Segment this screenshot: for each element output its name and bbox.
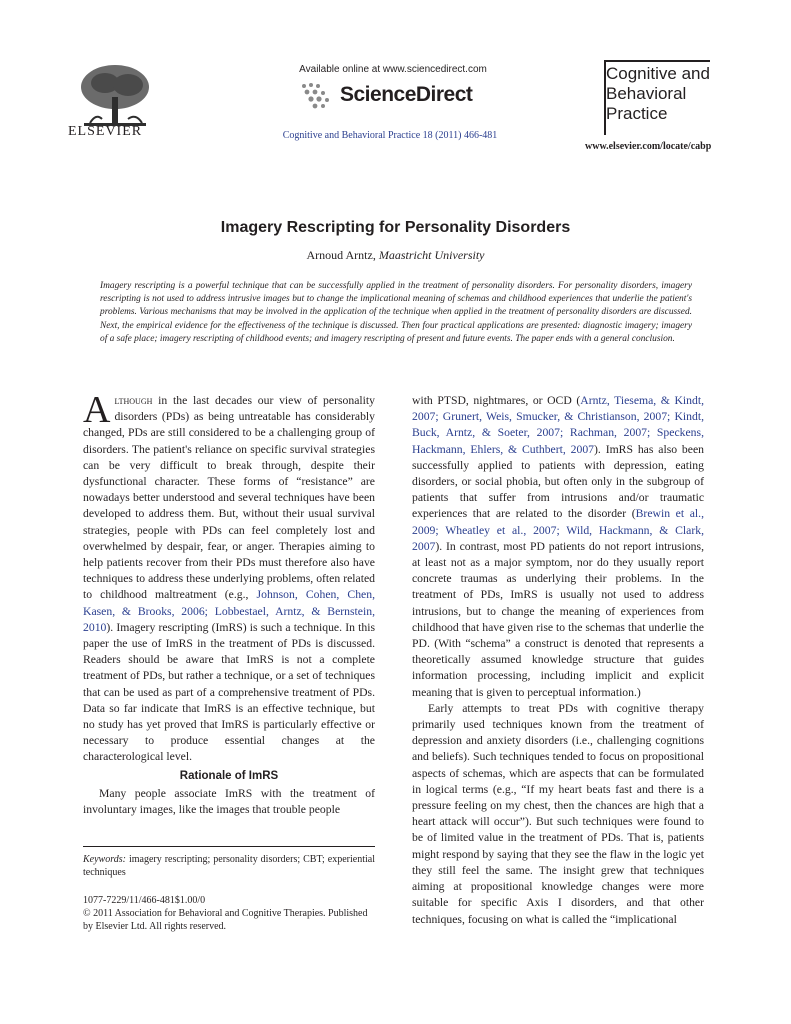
available-online-text: Available online at www.sciencedirect.com [299, 64, 487, 75]
author-affiliation: Maastricht University [378, 248, 485, 262]
issn-line: 1077-7229/11/466-481$1.00/0 [83, 895, 206, 906]
keywords-text: imagery rescripting; personality disorders; CBT; experiential techniques [83, 854, 375, 878]
paragraph-text: ). ImRS has also been successfully applied to patients with depression, eating disorders, or social phobia, but often only in the subgroup of patients that suffer from intrusions and/or traumatic experiences that are related to the disorder ( [412, 442, 704, 521]
article-title: Imagery Rescripting for Personality Disorders [220, 219, 571, 236]
paragraph: Early attempts to treat PDs with cognitive therapy primarily used techniques known from the treatment of depression and anxiety disorders (i.e., challenging cognitions and beliefs). Such techniques tended to focus on propositional aspects of schemas, which are aspects that can be formulated in logical terms (e.g., “If my heart beats fast and there is a pressure feeling on my chest, then the chances are high that a heart attack will occur”). But such techniques were found to be of limited value in the treatment of PDs. That is, patients might respond by saying that they see the flaw in the logic yet they still feel the same. The insight grew that techniques aiming at propositional knowledge changes were more suitable for specific Axis I disorders, and that other techniques, focusing on what is called the “implicational [412, 701, 704, 926]
drop-cap: A [83, 389, 111, 431]
author-line [0, 248, 791, 263]
copyright-text: © 2011 Association for Behavioral and Cognitive Therapies. Published by Elsevier Ltd. All rights reserved. [83, 908, 368, 932]
journal-title [606, 64, 710, 124]
reference-link[interactable]: Brewin et al., 2009; Wheatley et al., 2007; Wild, Hackmann, & Clark, 2007 [412, 507, 704, 553]
keywords-label: Keywords: [83, 854, 126, 865]
sciencedirect-dots-icon [298, 80, 338, 110]
footnote-rule [83, 846, 375, 847]
paragraph [412, 393, 704, 701]
journal-title-line: Practice [606, 104, 668, 123]
paragraph: Many people associate ImRS with the treatment of involuntary images, like the images that trouble people [83, 786, 375, 817]
paragraph-text: with PTSD, nightmares, or OCD ( [412, 394, 581, 407]
body-column-left [83, 389, 375, 818]
paragraph-text: ). Imagery rescripting (ImRS) is such a technique. In this paper the use of ImRS in the treatment of PDs is discussed. Readers should be aware that ImRS is not a complete treatment of PDs, but rather a technique, or a set of techniques that can be used as part of a comprehensive treatment of PDs. Data so far indicate that ImRS is an effective technique, but no study has yet proved that ImRS is particularly effective or necessary to produce essential changes at the characterological level. [83, 620, 375, 764]
author-name: Arnoud Arntz, [306, 248, 376, 262]
paragraph-text: in the last decades our view of personality disorders (PDs) as being untreatable has considerably changed, PDs are still considered to be a challenging group of disorders. The patient's reliance on specific survival strategies can be very difficult to break through, despite their dysfunctional character. These forms of “resistance” are nowadays better understood and several techniques have been developed to address them. But, without their usual survival strategies, people with PDs can feel completely lost and overwhelmed by despair, fear, or anger. Therapies aiming to help patients recover from their PDs must therefore also have techniques to address these underlying problems, often related to childhood maltreatment (e.g., [83, 394, 375, 602]
lead-small-caps: lthough [114, 394, 153, 407]
copyright-block [83, 894, 375, 933]
journal-title-line: Behavioral [606, 84, 687, 103]
reference-link[interactable]: Arntz, Tiesema, & Kindt, 2007; Grunert, Weis, Smucker, & Christianson, 2007; Kindt, Buck, Arntz, & Soeter, 2007; Rachman, 2007; Speckens, Hackmann, Ehlers, & Cuthbert, 2007 [412, 394, 704, 456]
sciencedirect-wordmark: ScienceDirect [340, 83, 473, 106]
journal-url[interactable]: www.elsevier.com/locate/cabp [585, 141, 712, 152]
body-column-right [412, 393, 704, 928]
publisher-name: ELSEVIER [68, 124, 143, 139]
journal-title-line: Cognitive and [606, 64, 710, 83]
reference-link[interactable]: Johnson, Cohen, Chen, Kasen, & Brooks, 2006; Lobbestael, Arntz, & Bernstein, 2010 [83, 588, 375, 634]
paragraph [83, 389, 375, 766]
keywords [83, 853, 375, 879]
section-heading: Rationale of ImRS [179, 769, 279, 782]
journal-title-rule-top [604, 60, 710, 62]
journal-citation[interactable]: Cognitive and Behavioral Practice 18 (2011) 466-481 [282, 130, 498, 141]
paragraph-text: ). In contrast, most PD patients do not report intrusions, at least not as a major symptom, nor do they usually report concrete traumas as underlying their problems. In the treatment of PDs, ImRS is usually not used to address intrusions, but to change the meaning of experiences from childhood that have given rise to the schemas that underlie the PD. (With “schema” a construct is denoted that represents a theoretically assumed knowledge structure that guides information processing, including implicit and explicit meaning that is given to perceptual information.) [412, 539, 704, 699]
abstract: Imagery rescripting is a powerful technique that can be successfully applied in the treatment of personality disorders. For personality disorders, imagery rescripting is not used to address intrusive images but to change the implicational meaning of schemas and childhood experiences that underlie the patient's problems. Various mechanisms that may be involved in the application of the technique when applied in the treatment of personality disorders are discussed. Next, the empirical evidence for the effectiveness of the technique is discussed. Then four practical applications are presented: diagnostic imagery; imagery of a safe place; imagery rescripting of childhood events; and imagery rescripting of present and future events. The paper ends with a general conclusion. [100, 281, 692, 344]
